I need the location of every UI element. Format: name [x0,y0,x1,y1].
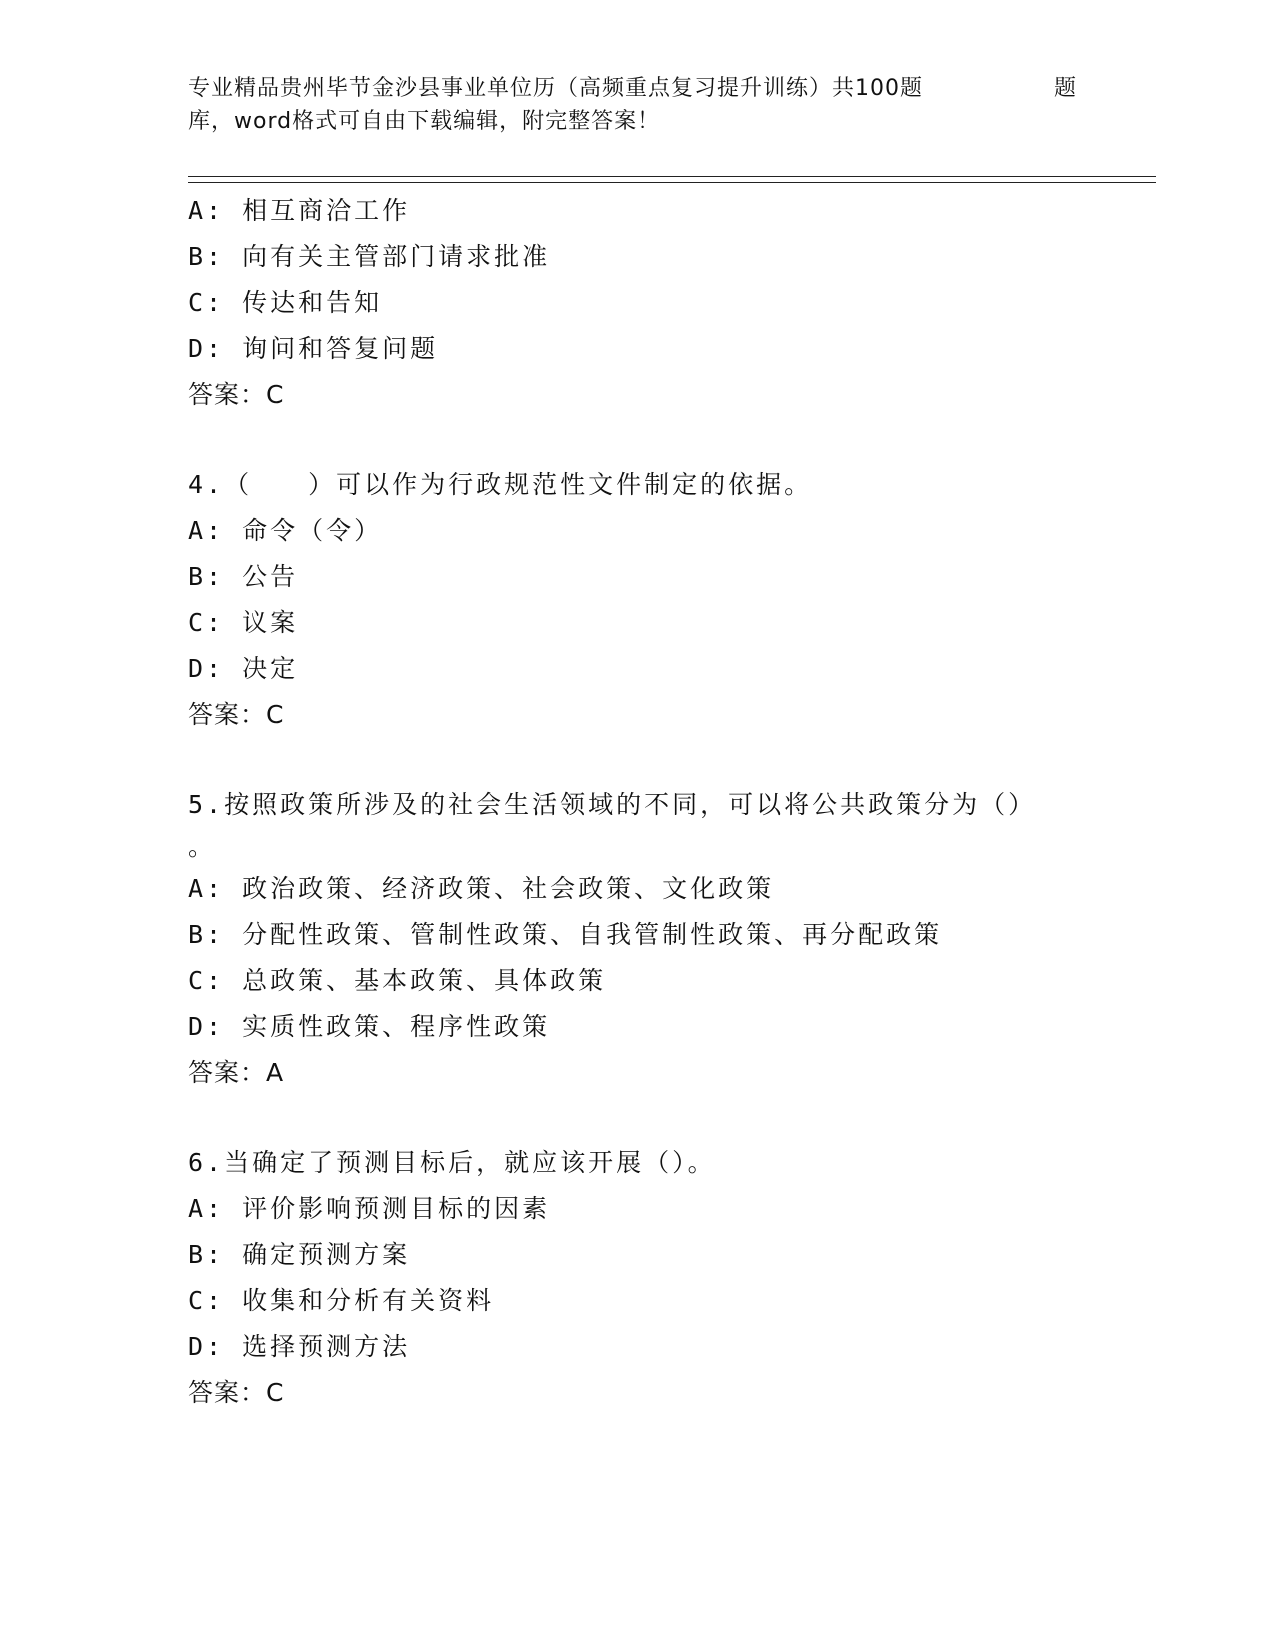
option-a: A: 评价影响预测目标的因素 [188,1194,551,1223]
answer: 答案：C [188,1378,285,1407]
option-c: C: 议案 [188,608,299,637]
option-c: C: 收集和分析有关资料 [188,1286,495,1315]
header-title-tail: 题 [1054,76,1078,101]
question-stem-continuation: 。 [188,832,217,861]
option-b: B: 确定预测方案 [188,1240,411,1269]
question-stem: 6.当确定了预测目标后，就应该开展（）。 [188,1148,716,1177]
option-d: D: 询问和答复问题 [188,334,439,363]
option-d: D: 决定 [188,654,299,683]
option-a: A: 相互商洽工作 [188,196,411,225]
question-3 [188,188,1128,418]
question-5 [188,782,1128,1096]
option-c: C: 传达和告知 [188,288,383,317]
option-b: B: 向有关主管部门请求批准 [188,242,551,271]
question-list [188,188,1128,1416]
header-title-line1: 专业精品贵州毕节金沙县事业单位历（高频重点复习提升训练）共100题 [188,76,923,101]
option-a: A: 命令（令） [188,516,383,545]
question-stem: 4.（ ）可以作为行政规范性文件制定的依据。 [188,470,813,499]
spacer [188,1096,1128,1140]
header-divider-bottom [188,182,1156,183]
option-b: B: 公告 [188,562,299,591]
option-d: D: 实质性政策、程序性政策 [188,1012,551,1041]
option-b: B: 分配性政策、管制性政策、自我管制性政策、再分配政策 [188,920,943,949]
header-title-line2: 库，word格式可自由下载编辑，附完整答案！ [188,109,661,134]
question-4 [188,462,1128,738]
document-header [188,72,1088,138]
answer: 答案：C [188,380,285,409]
answer: 答案：C [188,700,285,729]
option-c: C: 总政策、基本政策、具体政策 [188,966,607,995]
question-6 [188,1140,1128,1416]
answer: 答案：A [188,1058,285,1087]
spacer [188,418,1128,462]
question-stem: 5.按照政策所涉及的社会生活领域的不同，可以将公共政策分为（） [188,790,1037,819]
header-divider-top [188,176,1156,177]
spacer [188,738,1128,782]
option-d: D: 选择预测方法 [188,1332,411,1361]
option-a: A: 政治政策、经济政策、社会政策、文化政策 [188,874,775,903]
